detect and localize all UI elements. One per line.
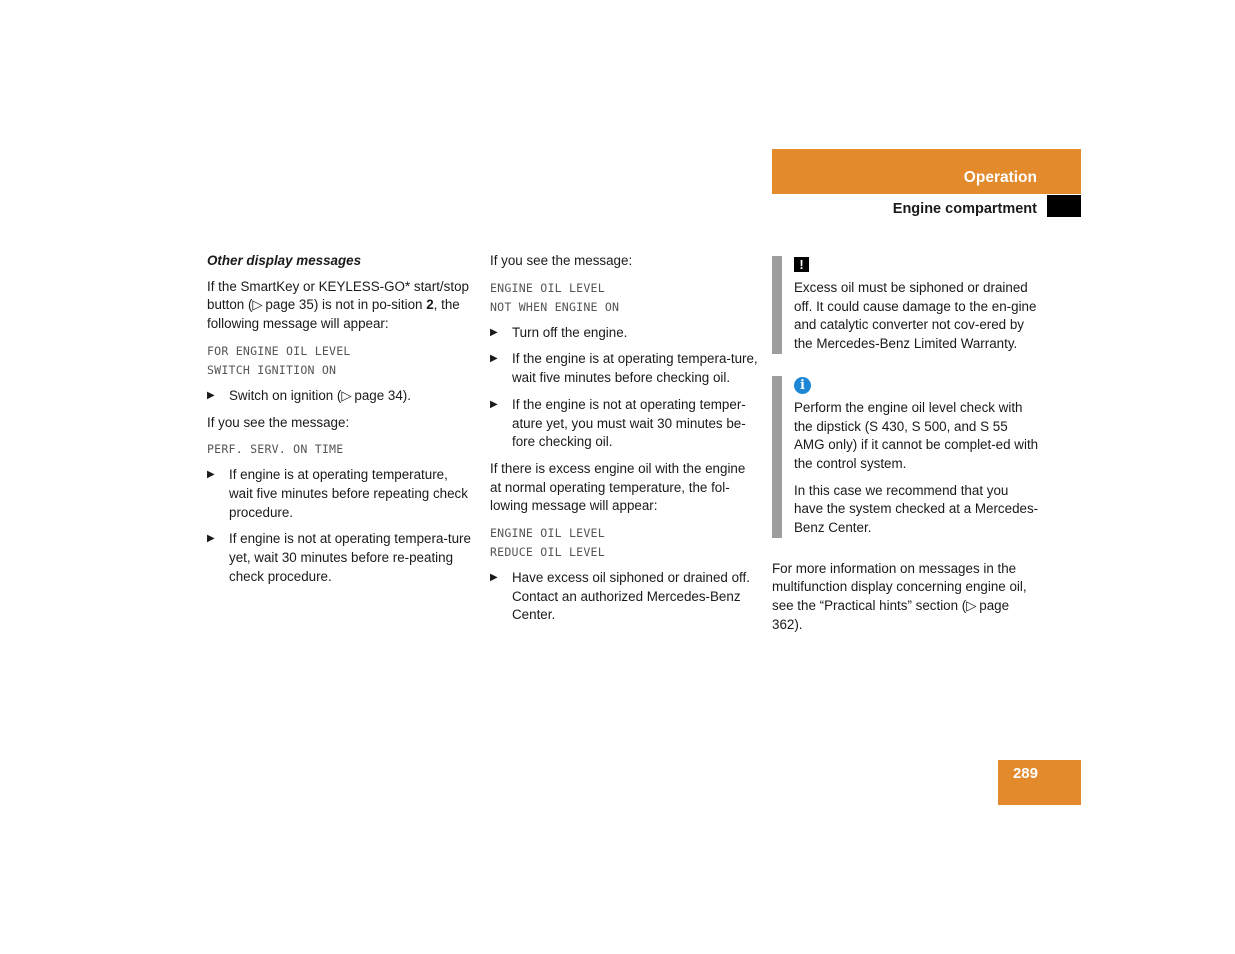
column-1 [207, 252, 475, 594]
display-message [490, 279, 758, 317]
instruction-bullet [207, 466, 475, 522]
see-message-text: If you see the message: [207, 414, 350, 430]
info-icon: i [794, 377, 811, 394]
page-ref-icon: ▷ [966, 598, 977, 614]
more-info-paragraph [772, 560, 1040, 635]
instruction-bullet [207, 530, 475, 586]
note-bar [772, 256, 782, 354]
display-line: FOR ENGINE OIL LEVEL [207, 343, 351, 358]
display-line: PERF. SERV. ON TIME [207, 442, 344, 457]
instruction-bullet [490, 569, 758, 625]
triangle-right-icon: ▶ [490, 398, 498, 410]
bullet-text: If the engine is at operating tempera-ture, wait five minutes before checking oil. [512, 351, 758, 386]
triangle-right-icon: ▶ [207, 469, 215, 481]
page-ref-icon: ▷ [341, 387, 352, 403]
position-number: 2 [426, 297, 434, 313]
intro-text-end: , the following message will appear: [207, 297, 460, 332]
bullet-text: Switch on ignition ( [229, 387, 342, 403]
intro-text: If the SmartKey or KEYLESS-GO* start/stop button ( [207, 278, 469, 313]
display-line: NOT WHEN ENGINE ON [490, 299, 620, 314]
info-text: In this case we recommend that you have the system checked at a Mercedes-Benz Center. [794, 482, 1039, 536]
warning-text: Excess oil must be siphoned or drained off. It could cause damage to the en-gine and catalytic converter not cov-ered by the Mercedes-Benz Limited Warranty. [794, 280, 1037, 352]
instruction-bullet [490, 324, 758, 343]
thumb-tab [1047, 195, 1081, 217]
triangle-right-icon: ▶ [207, 533, 215, 545]
display-message [490, 524, 758, 562]
page-ref-icon: ▷ [252, 297, 263, 313]
note-bar [772, 376, 782, 538]
triangle-right-icon: ▶ [490, 572, 498, 584]
excess-oil-intro: If there is excess engine oil with the engine at normal operating temperature, the fol-lowing message will appear: [490, 460, 746, 514]
column-3 [772, 256, 1040, 635]
triangle-right-icon: ▶ [207, 389, 215, 401]
display-line: SWITCH IGNITION ON [207, 362, 337, 377]
page-number: 289 [1012, 765, 1038, 782]
bullet-text: If engine is not at operating tempera-ture yet, wait 30 minutes before re-peating check procedure. [229, 531, 471, 584]
bullet-ref: page 34). [354, 387, 411, 403]
bullet-text: Turn off the engine. [512, 324, 628, 340]
instruction-bullet [207, 387, 475, 406]
info-text: Perform the engine oil level check with the dipstick (S 430, S 500, and S 55 AMG only) if it cannot be complet-ed with the control system. [794, 399, 1039, 471]
exclamation-icon: ! [794, 257, 809, 272]
display-message [207, 440, 475, 459]
other-messages-heading: Other display messages [207, 253, 362, 268]
see-message-text: If you see the message: [490, 253, 633, 268]
instruction-bullet [490, 350, 758, 387]
intro-ref: page 35) is not in po-sition [265, 297, 427, 313]
instruction-bullet [490, 396, 758, 452]
column-2 [490, 252, 758, 633]
display-message [207, 342, 475, 380]
section-title: Operation [963, 169, 1037, 186]
bullet-text: If engine is at operating temperature, wait five minutes before repeating check procedure. [229, 467, 468, 520]
more-info-ref: page 362). [772, 598, 1010, 632]
intro-paragraph [207, 278, 475, 334]
info-note [772, 376, 1040, 538]
triangle-right-icon: ▶ [490, 326, 498, 338]
warning-note [772, 256, 1040, 354]
display-line: ENGINE OIL LEVEL [490, 526, 605, 541]
bullet-text: Have excess oil siphoned or drained off. Contact an authorized Mercedes-Benz Center. [512, 570, 750, 623]
triangle-right-icon: ▶ [490, 353, 498, 365]
more-info-text: For more information on messages in the multifunction display concerning engine oil, see the “Practical hints” section ( [772, 560, 1027, 614]
display-line: REDUCE OIL LEVEL [490, 545, 605, 560]
bullet-text: If the engine is not at operating temper-ature yet, you must wait 30 minutes be-fore checking oil. [512, 396, 746, 450]
subsection-title: Engine compartment [892, 201, 1037, 217]
display-line: ENGINE OIL LEVEL [490, 280, 605, 295]
